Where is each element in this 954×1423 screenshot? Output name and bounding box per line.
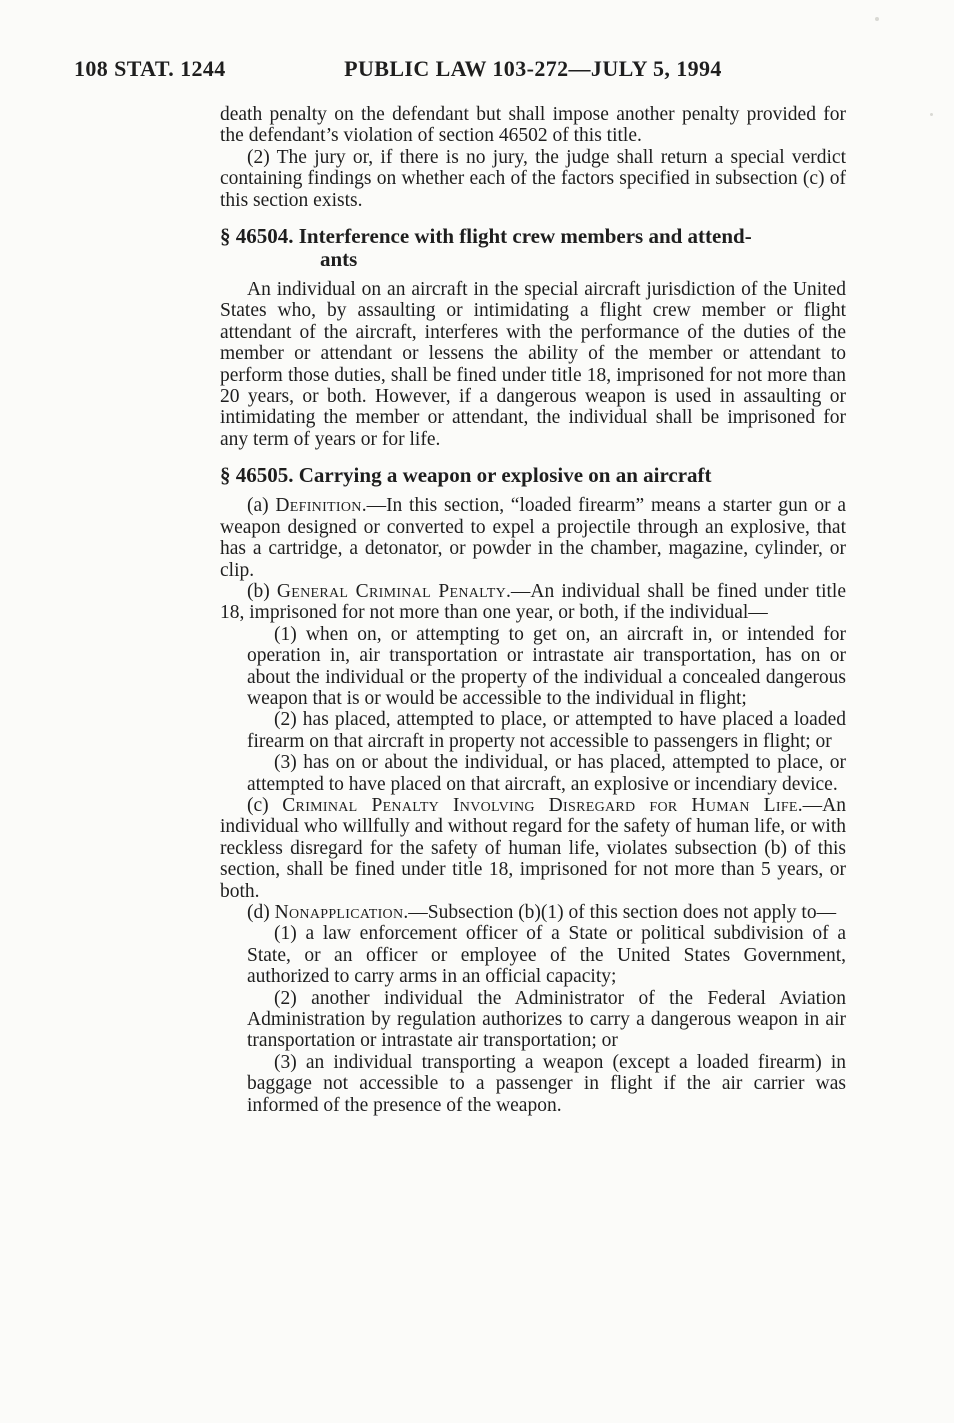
subsection-a-text: .—In this section, “loaded firearm” means a starter gun or a weapon designed or converted to expel a projectile through an explosive, that has a cartridge, a detonator, or powder in the chamber, magazine, cylinder, or clip. bbox=[220, 495, 846, 581]
section-46504-heading-line2: ants bbox=[320, 247, 358, 272]
law-title-wrap bbox=[220, 56, 846, 82]
subsection-b-item-1: (1) when on, or attempting to get on, an aircraft in, or intended for operation in, air transportation or intrastate air transportation, has on or about the individual or the property of the individual a concealed dangerous weapon that is or would be accessible to the individual in flight; bbox=[247, 623, 846, 709]
law-title: PUBLIC LAW 103-272—JULY 5, 1994 bbox=[344, 56, 722, 81]
subsection-c bbox=[220, 795, 846, 902]
section-46504-heading-line1: § 46504. Interference with flight crew members and attend- bbox=[220, 224, 752, 249]
subsection-c-label: Criminal Penalty Involving Disregard for Human Life bbox=[282, 794, 798, 816]
scan-speck bbox=[930, 113, 933, 116]
statute-text-column bbox=[220, 104, 846, 1116]
subsection-a-prefix: (a) bbox=[247, 495, 276, 517]
section-46504-heading bbox=[220, 225, 846, 271]
page-header bbox=[0, 0, 954, 82]
subsection-b bbox=[220, 581, 846, 624]
section-46504-body: An individual on an aircraft in the special aircraft jurisdiction of the United States who, by assaulting or intimidating a flight crew member or flight attendant of the aircraft, interferes with the performance of the duties of the member or attendant or lessens the ability of the member or attendant to perform those duties, shall be fined under title 18, imprisoned for not more than 20 years, or both. However, if a dangerous weapon is used in assaulting or intimidating the member or attendant, the individual shall be imprisoned for any term of years or for life. bbox=[220, 279, 846, 450]
subsection-c-text: .—An individual who willfully and without regard for the safety of human life, or with reckless disregard for the safety of human life, violates subsection (b) of this section, shall be fined under title 18, imprisoned for not more than 5 years, or both. bbox=[220, 794, 846, 902]
section-46505-heading-line1: § 46505. Carrying a weapon or explosive on an aircraft bbox=[220, 463, 712, 488]
paragraph-continuation: death penalty on the defendant but shall impose another penalty provided for the defendant’s violation of section 46502 of this title. bbox=[220, 104, 846, 147]
stat-page-number: 108 STAT. 1244 bbox=[74, 56, 226, 81]
section-46505-heading bbox=[220, 464, 846, 487]
subsection-d-text: .—Subsection (b)(1) of this section does not apply to— bbox=[403, 902, 837, 923]
subsection-d-item-3: (3) an individual transporting a weapon (except a loaded firearm) in baggage not accessible to a passenger in flight if the air carrier was informed of the presence of the weapon. bbox=[247, 1051, 846, 1116]
subsection-d-label: Nonapplication bbox=[274, 902, 404, 923]
subsection-d-prefix: (d) bbox=[247, 902, 275, 923]
subsection-a bbox=[220, 495, 846, 581]
subsection-b-prefix: (b) bbox=[247, 580, 277, 602]
subsection-d-item-2: (2) another individual the Administrator of the Federal Aviation Administration by regulation authorizes to carry a dangerous weapon in air transportation or intrastate air transportation; or bbox=[247, 987, 846, 1052]
subsection-d bbox=[220, 902, 846, 923]
subsection-b-item-2: (2) has placed, attempted to place, or attempted to have placed a loaded firearm on that aircraft in property not accessible to passengers in flight; or bbox=[247, 709, 846, 752]
subsection-b-text: .—An individual shall be fined under title 18, imprisoned for not more than one year, or both, if the individual— bbox=[220, 580, 846, 624]
subsection-b-label: General Criminal Penalty bbox=[276, 580, 507, 602]
subsection-b-item-3: (3) has on or about the individual, or has placed, attempted to place, or attempted to have placed on that aircraft, an explosive or incendiary device. bbox=[247, 752, 846, 795]
subsection-c-prefix: (c) bbox=[247, 794, 283, 816]
subsection-a-label: Definition bbox=[275, 495, 362, 517]
subsection-d-item-1: (1) a law enforcement officer of a State or political subdivision of a State, or an officer or employee of the United States Government, authorized to carry arms in an official capacity; bbox=[247, 923, 846, 988]
paragraph-jury-verdict: (2) The jury or, if there is no jury, the judge shall return a special verdict containing findings on whether each of the factors specified in subsection (c) of this section exists. bbox=[220, 146, 846, 211]
